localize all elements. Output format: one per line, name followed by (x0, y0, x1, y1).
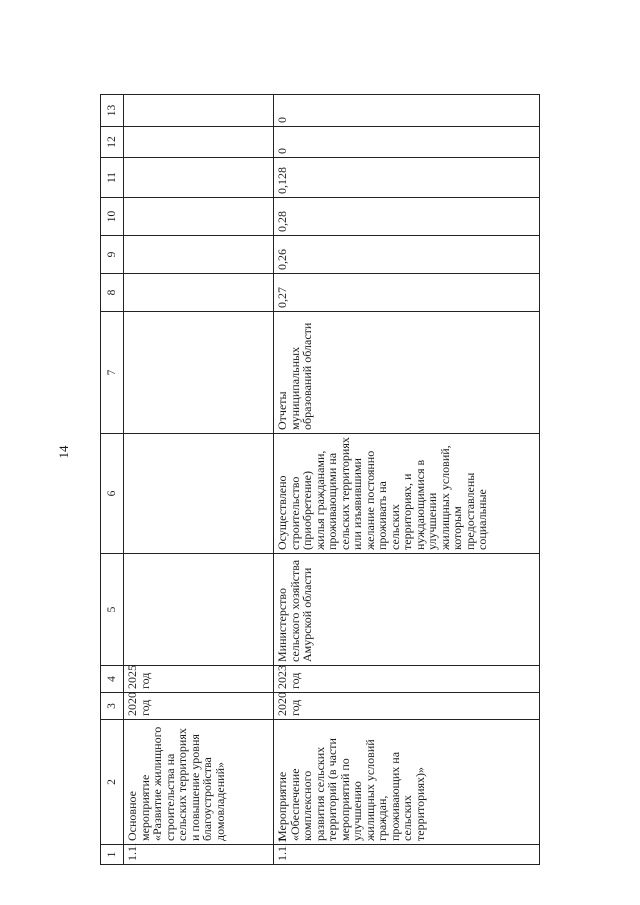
rotated-table-wrapper (100, 95, 540, 865)
executor: Министерство сельского хозяйства Амурской области (274, 554, 540, 666)
source: Отчеты муниципальных образований области (274, 312, 540, 434)
col-header: 12 (101, 127, 124, 158)
col-header: 9 (101, 236, 124, 274)
value-cell: 0 (274, 127, 540, 158)
page-number: 14 (56, 445, 71, 459)
col-header: 11 (101, 158, 124, 198)
value-cell: 0,128 (274, 158, 540, 198)
activity-name: Мероприятие «Обеспечение комплексного развития сельских территорий (в части мероприятий по улучшению жилищных условий граждан, проживающих на сельских территориях)» (274, 720, 540, 845)
value-cell: 0,26 (274, 236, 540, 274)
end-year: 2023 год (274, 666, 540, 693)
value-cell: 0,28 (274, 198, 540, 236)
row-number: 1.1. (124, 845, 274, 865)
result (124, 434, 274, 554)
value-cell (124, 127, 274, 158)
col-header: 13 (101, 95, 124, 127)
source (124, 312, 274, 434)
result: Осуществлено строительство (приобретение) жилья гражданами, проживающими на сельских территориях или изъявившими желание постоянно проживать на сельских территориях, и нуждающимися в улучшении жилищных условий, которым предоставлены социальные (274, 434, 540, 554)
table-row (124, 95, 274, 865)
col-header: 7 (101, 312, 124, 434)
start-year: 2020 год (124, 693, 274, 720)
row-number: 1.1.1 (274, 845, 540, 865)
value-cell (124, 95, 274, 127)
start-year: 2020 год (274, 693, 540, 720)
executor (124, 554, 274, 666)
value-cell (124, 274, 274, 312)
col-header: 2 (101, 720, 124, 845)
value-cell (124, 158, 274, 198)
col-header: 3 (101, 693, 124, 720)
end-year: 2025 год (124, 666, 274, 693)
value-cell: 0 (274, 95, 540, 127)
col-header: 8 (101, 274, 124, 312)
header-row (101, 95, 124, 865)
col-header: 5 (101, 554, 124, 666)
table-row (274, 95, 540, 865)
col-header: 10 (101, 198, 124, 236)
col-header: 6 (101, 434, 124, 554)
col-header: 1 (101, 845, 124, 865)
program-table (100, 94, 540, 865)
value-cell: 0,27 (274, 274, 540, 312)
col-header: 4 (101, 666, 124, 693)
value-cell (124, 236, 274, 274)
activity-name: Основное мероприятие «Развитие жилищного строительства на сельских территориях и повышение уровня благоустройства домовладений» (124, 720, 274, 845)
value-cell (124, 198, 274, 236)
